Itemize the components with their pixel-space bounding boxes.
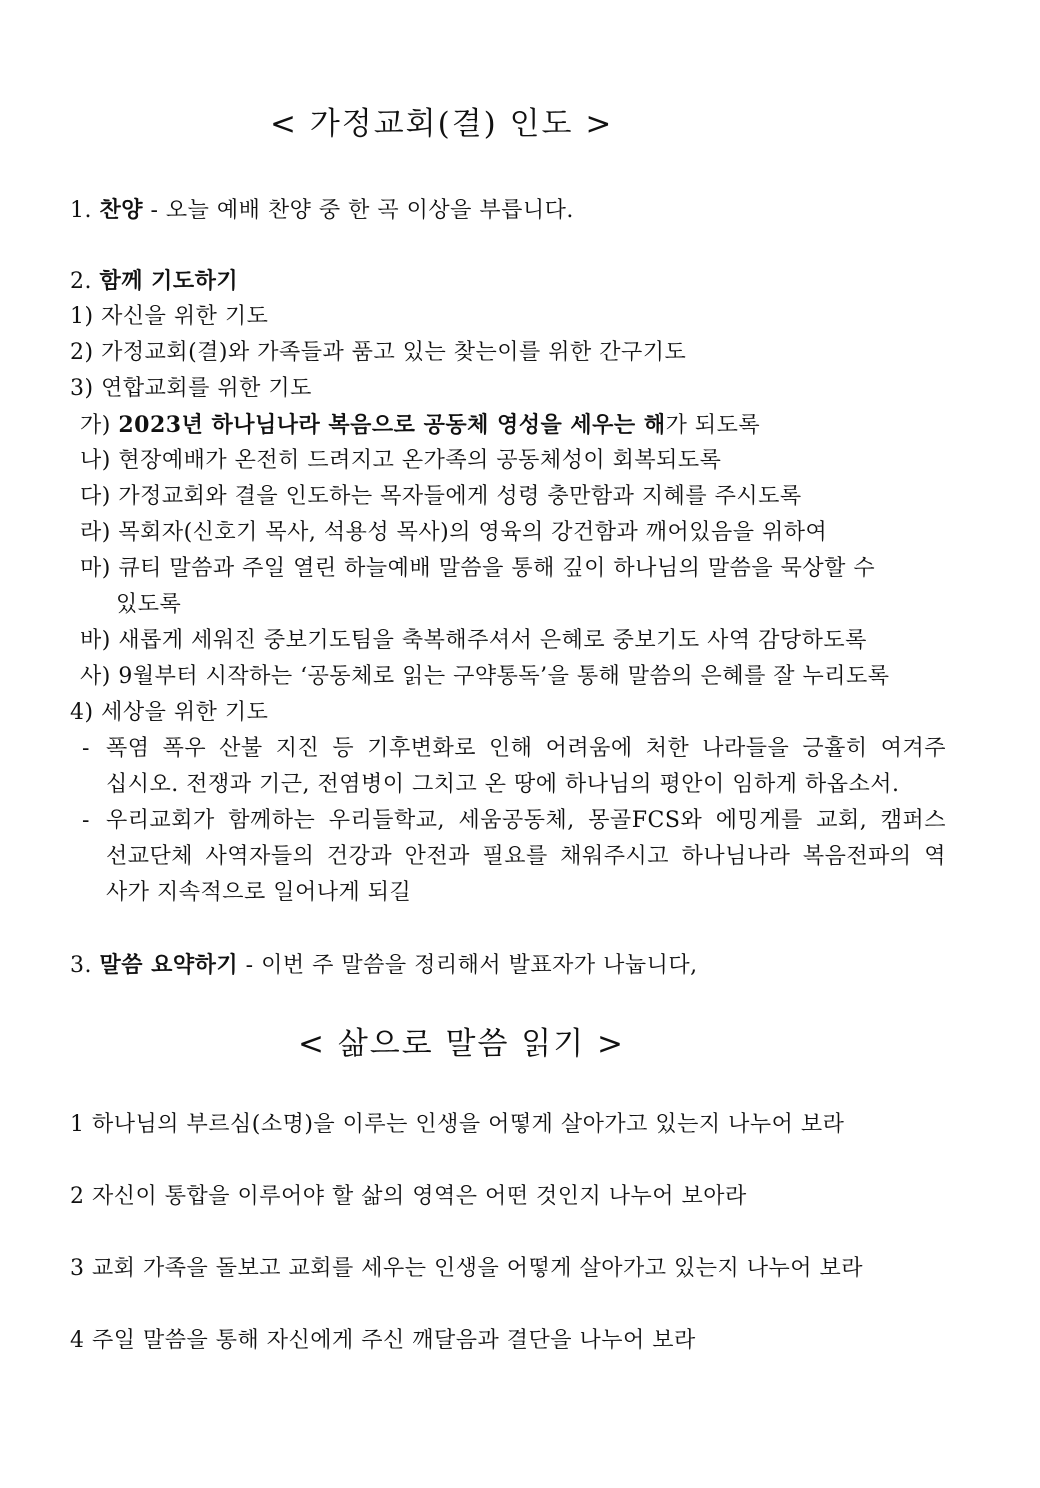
prayer-subitem-b: 나) 현장예배가 온전히 드려지고 온가족의 공동체성이 회복되도록 [80,448,722,473]
section-heading: 함께 기도하기 [99,268,239,294]
page-title: < 가정교회(결) 인도 > [270,106,614,142]
prayer-subitem-d: 라) 목회자(신호기 목사, 석용성 목사)의 영육의 강건함과 깨어있음을 위하여 [80,520,828,545]
subitem-highlight: 2023년 하나님나라 복음으로 공동체 영성을 세우는 해 [118,412,666,438]
section-text: - 이번 주 말씀을 정리해서 발표자가 나눕니다, [238,953,698,978]
section-heading: 찬양 [99,197,143,223]
section-1-praise [70,195,574,226]
subitem-text: 가 되도록 [665,413,761,438]
world-prayer-2-line-3: 사가 지속적으로 일어나게 되길 [106,880,412,905]
prayer-subitem-e: 마) 큐티 말씀과 주일 열린 하늘예배 말씀을 통해 깊이 하나님의 말씀을 묵상할 수 [80,556,876,581]
section-2-prayer [70,266,238,297]
world-prayer-1-line-1: 폭염 폭우 산불 지진 등 기후변화로 인해 어려움에 처한 나라들을 긍휼히 여겨주 [106,736,946,761]
world-prayer-1-line-2: 십시오. 전쟁과 기근, 전염병이 그치고 온 땅에 하나님의 평안이 임하게 하옵소서. [106,772,900,797]
prayer-subitem-c: 다) 가정교회와 결을 인도하는 목자들에게 성령 충만함과 지혜를 주시도록 [80,484,802,509]
section-text: - 오늘 예배 찬양 중 한 곡 이상을 부릅니다. [143,198,574,223]
question-item: 1 하나님의 부르심(소명)을 이루는 인생을 어떻게 살아가고 있는지 나누어 보라 [70,1112,845,1137]
prayer-subitem-a [80,410,760,441]
question-item: 4 주일 말씀을 통해 자신에게 주신 깨달음과 결단을 나누어 보라 [70,1328,696,1353]
world-prayer-dash-2: - [82,808,90,833]
section-heading: 말씀 요약하기 [99,952,239,978]
prayer-item-2: 2) 가정교회(결)와 가족들과 품고 있는 찾는이를 위한 간구기도 [70,340,687,365]
prayer-subitem-g: 사) 9월부터 시작하는 ‘공동체로 읽는 구약통독’을 통해 말씀의 은혜를 잘 누리도록 [80,664,890,689]
section-title-life-reading: < 삶으로 말씀 읽기 > [298,1026,625,1062]
world-prayer-2-line-2: 선교단체 사역자들의 건강과 안전과 필요를 채워주시고 하나님나라 복음전파의 역 [106,844,946,869]
prayer-item-1: 1) 자신을 위한 기도 [70,304,269,329]
prayer-item-4: 4) 세상을 위한 기도 [70,700,269,725]
prayer-subitem-f: 바) 새롭게 세워진 중보기도팀을 축복해주셔서 은혜로 중보기도 사역 감당하도록 [80,628,867,653]
world-prayer-dash-1: - [82,736,90,761]
prayer-subitem-e-cont: 있도록 [116,592,182,617]
section-number: 2. [70,269,100,294]
section-3-summary [70,950,698,981]
question-item: 2 자신이 통합을 이루어야 할 삶의 영역은 어떤 것인지 나누어 보아라 [70,1184,747,1209]
prayer-item-3: 3) 연합교회를 위한 기도 [70,376,312,401]
subitem-marker: 가) [80,413,119,438]
section-number: 1. [70,198,100,223]
section-number: 3. [70,953,100,978]
world-prayer-2-line-1: 우리교회가 함께하는 우리들학교, 세움공동체, 몽골FCS와 에밍게를 교회, 캠퍼스 [106,808,946,833]
question-item: 3 교회 가족을 돌보고 교회를 세우는 인생을 어떻게 살아가고 있는지 나누어 보라 [70,1256,863,1281]
